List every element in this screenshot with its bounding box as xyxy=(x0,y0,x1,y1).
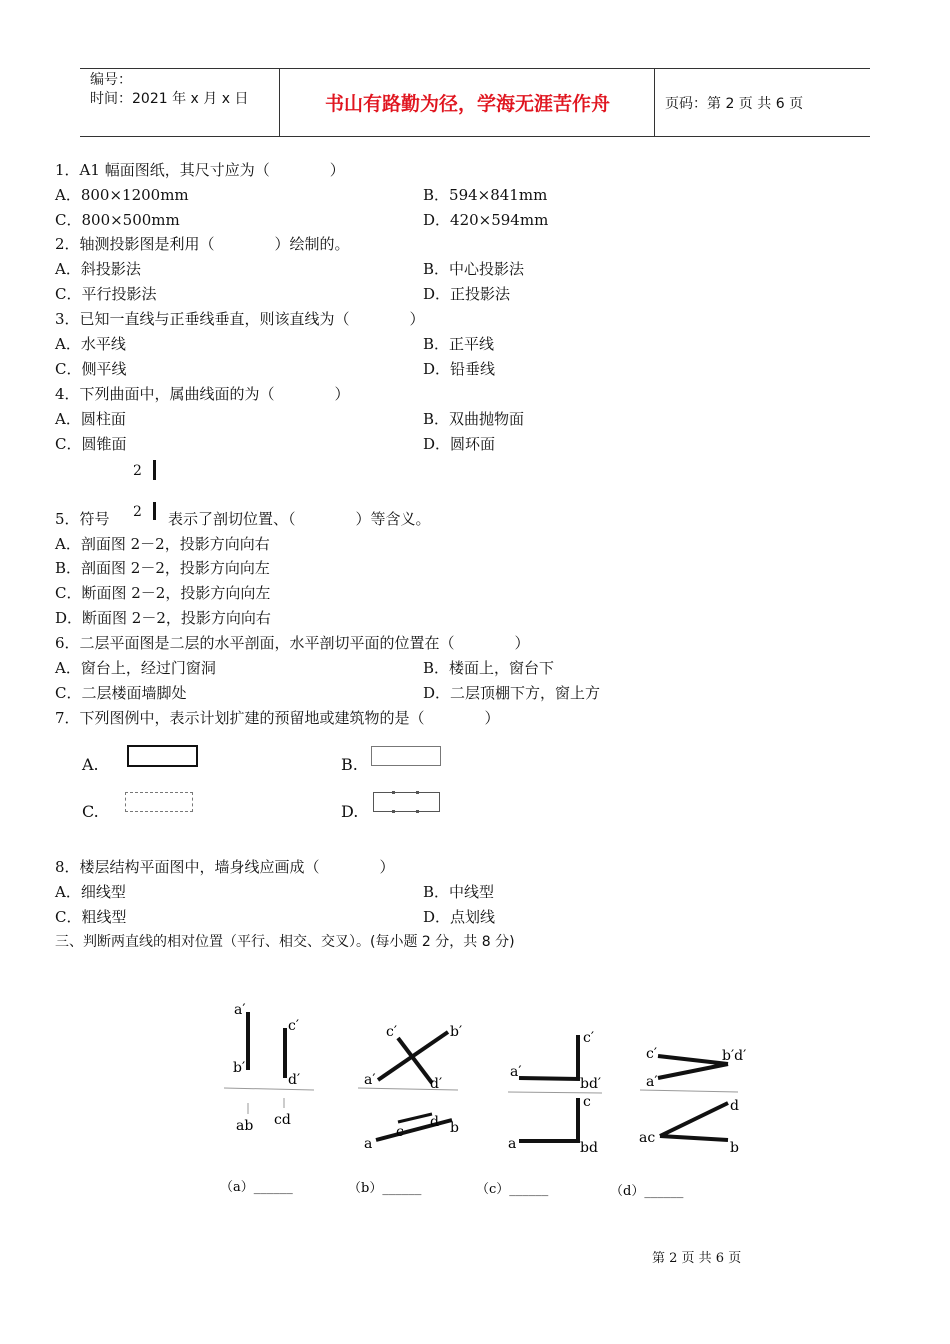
answer-label-a: （a）______ xyxy=(220,1180,293,1195)
figure-a-label-ap: a′ xyxy=(234,1002,246,1018)
figure-a xyxy=(224,1002,314,1134)
figure-c-axis xyxy=(508,1092,602,1093)
figure-b-label-ap: a′ xyxy=(364,1072,376,1088)
q1-option-b: B．594×841mm xyxy=(423,186,548,204)
figure-c-label-ap: a′ xyxy=(510,1064,522,1080)
q5-option-d: D．断面图 2－2，投影方向向右 xyxy=(55,609,271,627)
q1-option-a: A．800×1200mm xyxy=(55,186,189,204)
q4-option-d: D．圆环面 xyxy=(423,435,496,453)
figure-c-label-cp: c′ xyxy=(583,1030,595,1046)
q7-label-a: A. xyxy=(82,755,99,774)
q5-option-b: B．剖面图 2－2，投影方向向左 xyxy=(55,559,270,577)
q6-option-c: C．二层楼面墙脚处 xyxy=(55,684,187,702)
figure-c-line-ab-front xyxy=(519,1078,580,1079)
q5-stem-post: 表示了剖切位置、（ ）等含义。 xyxy=(168,510,431,528)
figure-c-label-bdp: bd′ xyxy=(580,1076,602,1092)
figure-a-label-bp: b′ xyxy=(233,1060,246,1076)
figure-d-label-ac: ac xyxy=(639,1130,656,1146)
answer-label-b: （b）______ xyxy=(348,1181,422,1196)
q6-option-a: A．窗台上，经过门窗洞 xyxy=(55,659,216,677)
q1-option-c: C．800×500mm xyxy=(55,211,180,229)
figure-d-axis xyxy=(640,1090,738,1092)
header-motto: 书山有路勤为径，学海无涯苦作舟 xyxy=(281,69,655,136)
figure-d-line-cd-top xyxy=(660,1103,728,1136)
q8-stem: 8．楼层结构平面图中，墙身线应画成（ ） xyxy=(55,858,395,876)
q7-label-c: C. xyxy=(82,802,99,821)
figure-d-label-b: b xyxy=(730,1140,739,1156)
q6-option-b: B．楼面上，窗台下 xyxy=(423,659,555,677)
answer-label-c: （c）______ xyxy=(476,1182,549,1197)
q2-option-d: D．正投影法 xyxy=(423,285,511,303)
footer-page-number: 第 2 页 共 6 页 xyxy=(652,1251,742,1266)
figure-b-label-cp: c′ xyxy=(386,1024,398,1040)
header-page-info: 页码：第 2 页 共 6 页 xyxy=(665,95,804,112)
q8-option-c: C．粗线型 xyxy=(55,908,127,926)
figure-b-line-cd-top xyxy=(398,1114,432,1122)
q2-stem: 2．轴测投影图是利用（ ）绘制的。 xyxy=(55,235,350,253)
q1-option-d: D．420×594mm xyxy=(423,211,549,229)
figure-b-label-dp: d′ xyxy=(430,1076,443,1092)
q6-stem: 6．二层平面图是二层的水平剖面，水平剖切平面的位置在（ ） xyxy=(55,634,530,652)
q8-option-a: A．细线型 xyxy=(55,883,126,901)
figure-a-label-cd: cd xyxy=(274,1112,291,1128)
figure-a-axis xyxy=(224,1088,314,1090)
q3-stem: 3．已知一直线与正垂线垂直，则该直线为（ ） xyxy=(55,310,425,328)
figure-a-label-ab: ab xyxy=(236,1118,254,1134)
figure-c-label-a: a xyxy=(508,1136,517,1152)
figure-b-label-c: c xyxy=(396,1124,404,1140)
section-symbol-top-number: 2 xyxy=(133,463,142,479)
figure-b-label-d: d xyxy=(430,1114,439,1130)
figure-b-axis xyxy=(358,1088,458,1090)
q4-stem: 4．下列曲面中，属曲线面的为（ ） xyxy=(55,385,350,403)
figure-a-label-dp: d′ xyxy=(288,1072,301,1088)
q2-option-b: B．中心投影法 xyxy=(423,260,525,278)
q7-stem: 7．下列图例中，表示计划扩建的预留地或建筑物的是（ ） xyxy=(55,709,500,727)
answer-label-d: （d）______ xyxy=(610,1184,684,1199)
figure-a-label-cp: c′ xyxy=(288,1018,300,1034)
figure-d-label-ap: a′ xyxy=(646,1074,658,1090)
time-label: 时间：2021 年 x 月 x 日 xyxy=(90,91,249,107)
figure-d-line-ab-front xyxy=(658,1064,728,1078)
number-label: 编号： xyxy=(90,72,132,88)
q4-option-a: A．圆柱面 xyxy=(55,410,126,428)
q2-option-c: C．平行投影法 xyxy=(55,285,157,303)
q2-option-a: A．斜投影法 xyxy=(55,260,141,278)
figure-d-line-cd-front xyxy=(658,1056,728,1064)
figure-d-label-cp: c′ xyxy=(646,1046,658,1062)
q5-option-c: C．断面图 2－2，投影方向向左 xyxy=(55,584,271,602)
figure-c xyxy=(508,1030,602,1156)
q5-stem-pre: 5．符号 xyxy=(55,510,110,528)
q4-option-b: B．双曲抛物面 xyxy=(423,410,525,428)
figure-b-line-ab-top xyxy=(376,1120,452,1140)
q3-option-a: A．水平线 xyxy=(55,335,126,353)
q3-option-c: C．侧平线 xyxy=(55,360,127,378)
q3-option-d: D．铅垂线 xyxy=(423,360,496,378)
figure-b-label-bp: b′ xyxy=(450,1024,463,1040)
section-symbol-bottom-number: 2 xyxy=(133,504,142,520)
q8-option-d: D．点划线 xyxy=(423,908,496,926)
figure-d-label-bdp: b′d′ xyxy=(722,1048,747,1064)
figure-b-label-a: a xyxy=(364,1136,373,1152)
q7-label-d: D. xyxy=(341,802,359,821)
q6-option-d: D．二层顶棚下方，窗上方 xyxy=(423,684,601,702)
figure-b xyxy=(358,1024,462,1152)
q4-option-c: C．圆锥面 xyxy=(55,435,127,453)
q1-stem: 1．A1 幅面图纸，其尺寸应为（ ） xyxy=(55,161,345,179)
q5-option-a: A．剖面图 2－2，投影方向向右 xyxy=(55,535,270,553)
figure-c-label-bd: bd xyxy=(580,1140,598,1156)
figure-d xyxy=(639,1046,746,1156)
figure-d-line-ab-top xyxy=(660,1136,728,1140)
figure-c-label-c: c xyxy=(583,1094,591,1110)
figure-d-label-d: d xyxy=(730,1098,739,1114)
q3-option-b: B．正平线 xyxy=(423,335,495,353)
section3-title: 三、判断两直线的相对位置（平行、相交、交叉）。(每小题 2 分，共 8 分) xyxy=(55,934,515,950)
q7-label-b: B. xyxy=(341,755,358,774)
q8-option-b: B．中线型 xyxy=(423,883,495,901)
figure-b-label-b: b xyxy=(450,1120,459,1136)
